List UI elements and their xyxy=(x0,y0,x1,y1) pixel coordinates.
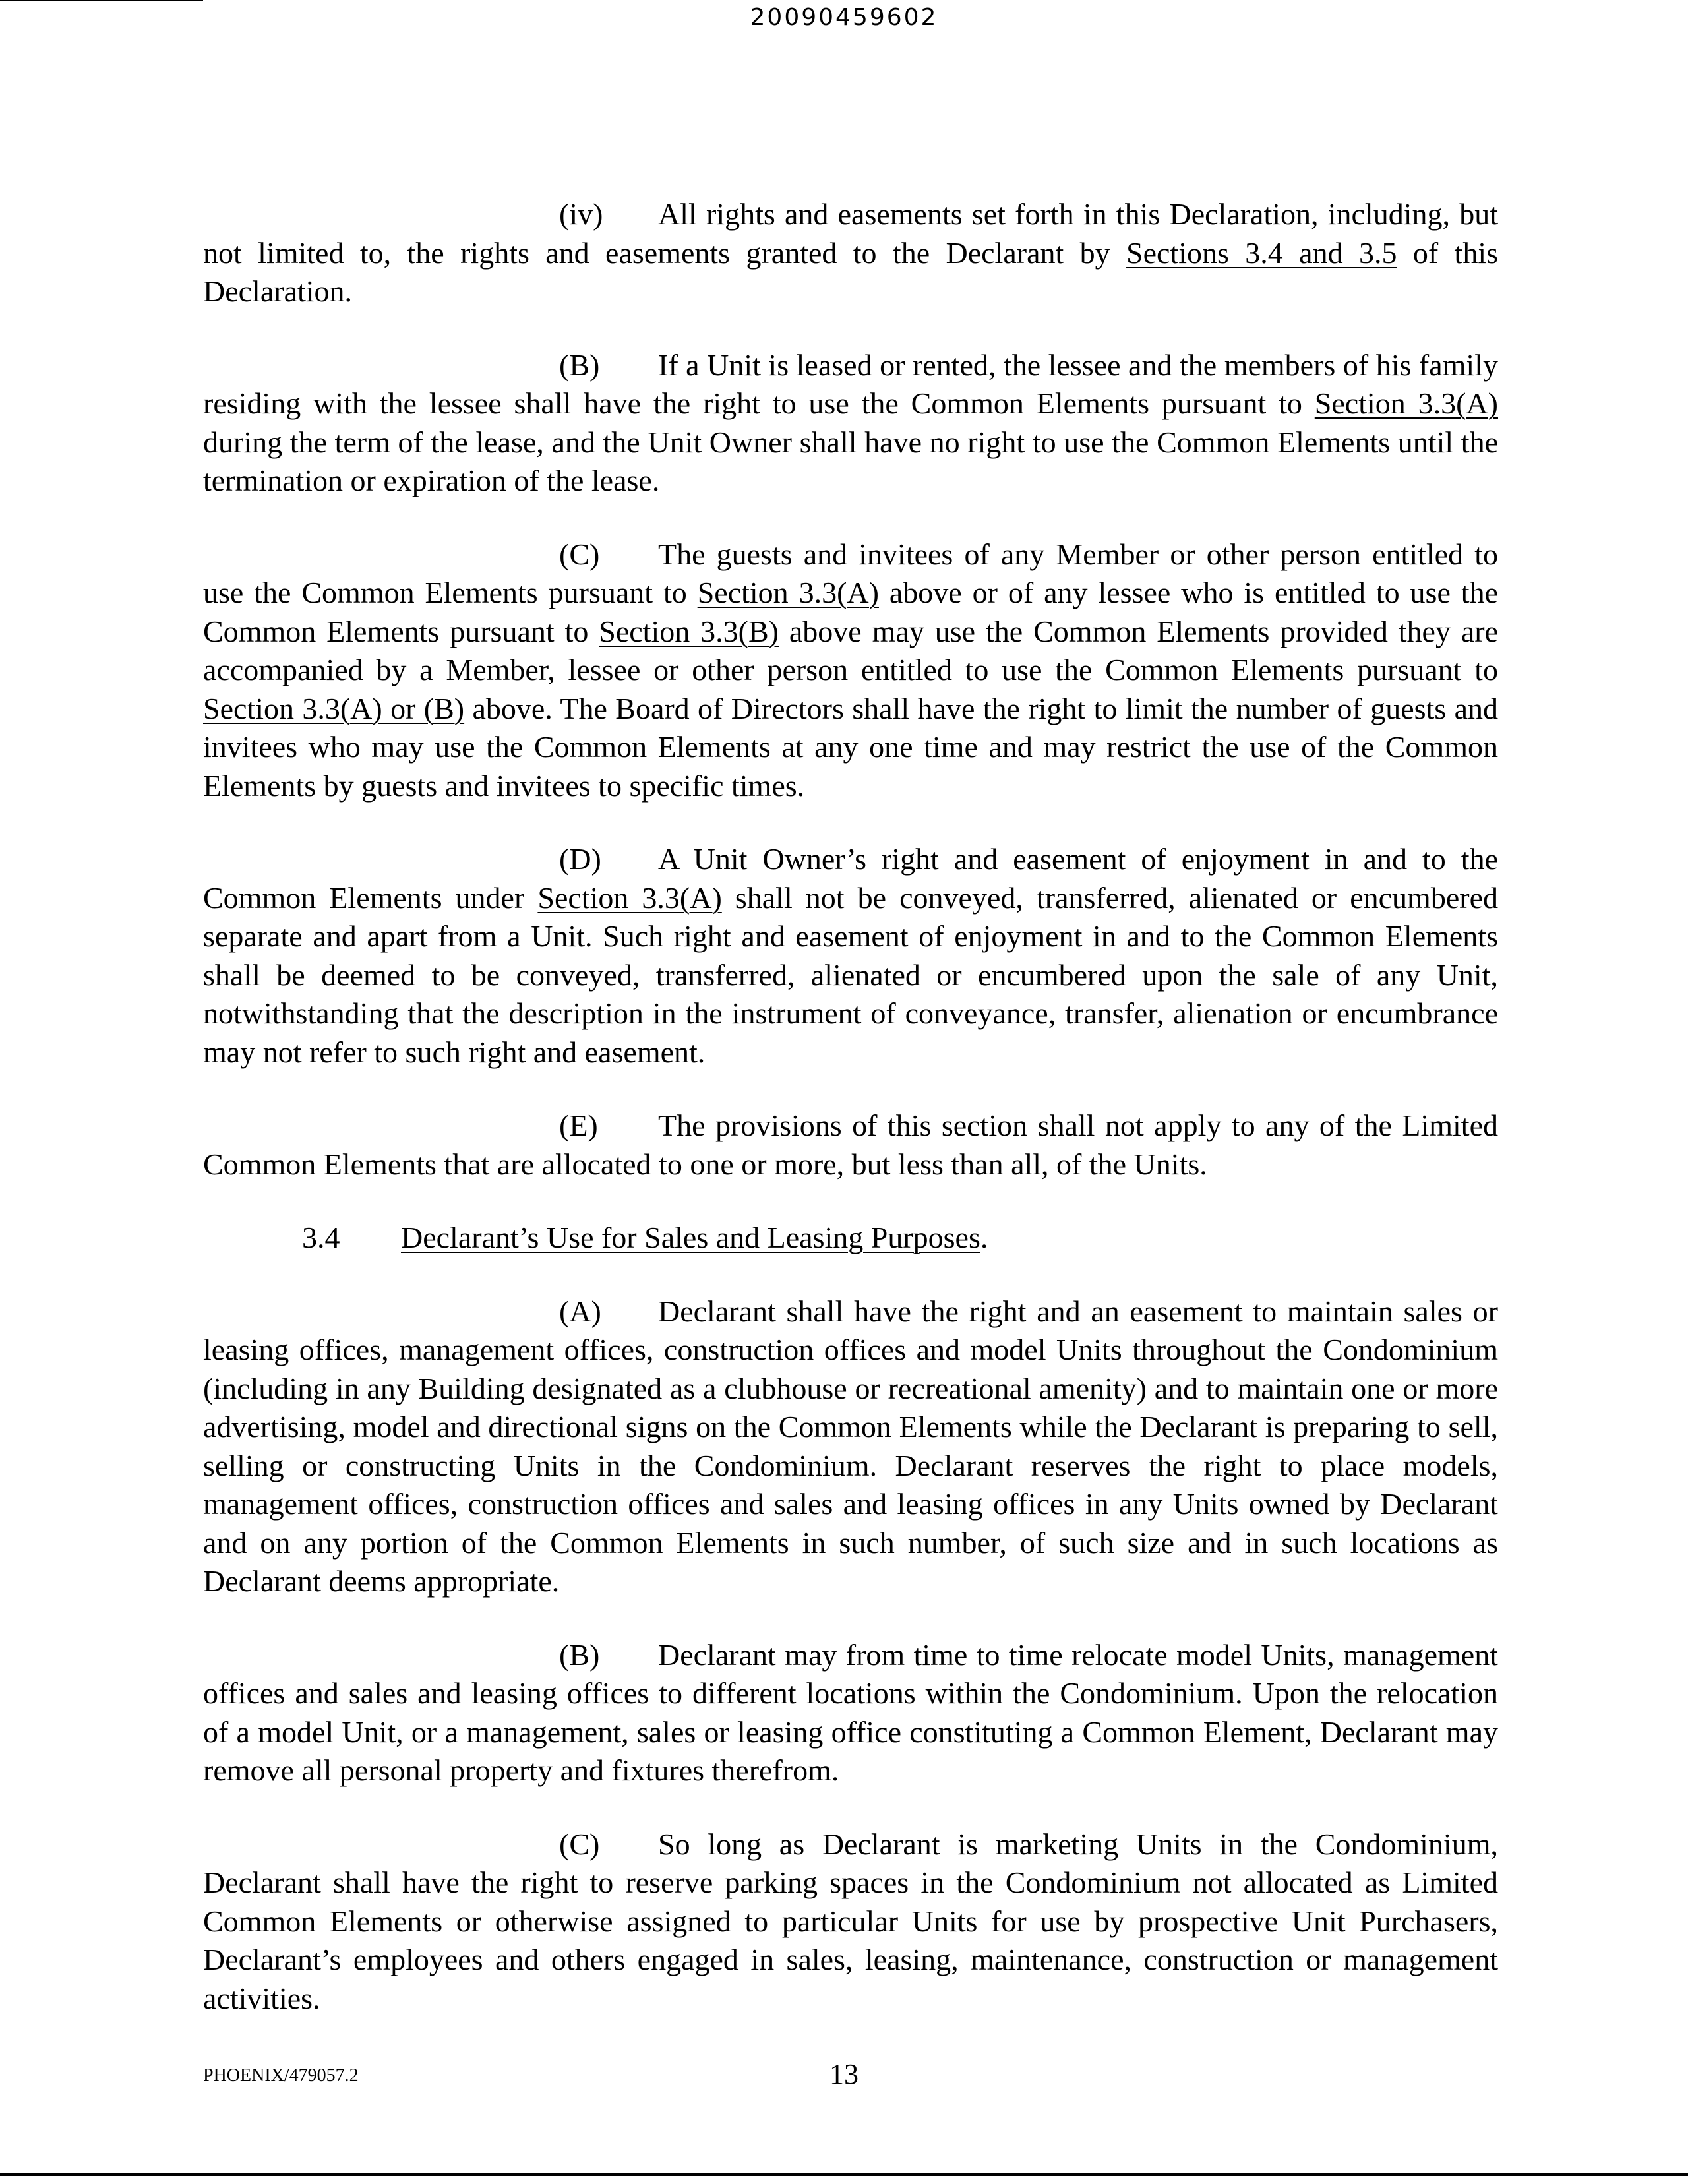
section-reference: Section 3.3(A) xyxy=(1314,386,1498,420)
paragraph-label: (B) xyxy=(559,1637,600,1672)
section-reference: Section 3.3(A) xyxy=(697,576,879,609)
paragraph-a-sales-offices: (A) Declarant shall have the right and an easement to maintain sales or leasing offices, management offices, construction offices and model Units throughout the Condominium (including in any Building designated as a clubhouse or recreational amenity) and to maintain one or more advertising, model and directional signs on the Common Elements while the Declarant is preparing to sell, selling or constructing Units in the Condominium. Declarant reserves the right to place models, management offices, construction offices and sales and leasing offices in any Units owned by Declarant and on any portion of the Common Elements in such number, of such size and in such locations as Declarant deems appropriate. xyxy=(203,1292,1498,1601)
paragraph-label: (iv) xyxy=(559,197,603,231)
page-number: 13 xyxy=(829,2058,859,2090)
page-body xyxy=(203,195,1498,2053)
paragraph-b-relocate: (B) Declarant may from time to time relocate model Units, management offices and sales and leasing offices to different locations within the Condominium. Upon the relocation of a model Unit, or a management, sales or leasing office constituting a Common Element, Declarant may remove all personal property and fixtures therefrom. xyxy=(203,1636,1498,1790)
paragraph-label: (E) xyxy=(559,1108,598,1142)
paragraph-label: (C) xyxy=(559,1827,600,1861)
paragraph-e-limited: (E) The provisions of this section shall not apply to any of the Limited Common Elements that are allocated to one or more, but less than all, of the Units. xyxy=(203,1107,1498,1184)
paragraph-c-parking: (C) So long as Declarant is marketing Units in the Condominium, Declarant shall have the right to reserve parking spaces in the Condominium not allocated as Limited Common Elements or otherwise assigned to particular Units for use by prospective Unit Purchasers, Declarant’s employees and others engaged in sales, leasing, maintenance, construction or management activities. xyxy=(203,1825,1498,2018)
section-reference: Sections 3.4 and 3.5 xyxy=(1126,235,1397,270)
section-reference: Section 3.3(B) xyxy=(599,614,779,648)
section-reference: Section 3.3(A) or (B) xyxy=(203,691,465,725)
paragraph-label: (C) xyxy=(559,537,600,571)
paragraph-iv: (iv) All rights and easements set forth in this Declaration, including, but not limited to, the rights and easements granted to the Declarant by Sections 3.4 and 3.5 of this Declaration. xyxy=(203,195,1498,311)
paragraph-label: (B) xyxy=(559,348,600,382)
footer-document-id: PHOENIX/479057.2 xyxy=(203,2065,359,2086)
top-rule xyxy=(0,0,203,1)
paragraph-label: (A) xyxy=(559,1294,601,1328)
paragraph-b-lease: (B) If a Unit is leased or rented, the lessee and the members of his family residing with the lessee shall have the right to use the Common Elements pursuant to Section 3.3(A) during the term of the lease, and the Unit Owner shall have no right to use the Common Elements until the termination or expiration of the lease. xyxy=(203,346,1498,501)
paragraph-label: (D) xyxy=(559,842,601,876)
paragraph-c-guests: (C) The guests and invitees of any Member or other person entitled to use the Common Elements pursuant to Section 3.3(A) above or of any lessee who is entitled to use the Common Elements pursuant to Section 3.3(B) above may use the Common Elements provided they are accompanied by a Member, lessee or other person entitled to use the Common Elements pursuant to Section 3.3(A) or (B) above. The Board of Directors shall have the right to limit the number of guests and invitees who may use the Common Elements at any one time and may restrict the use of the Common Elements by guests and invitees to specific times. xyxy=(203,535,1498,806)
bottom-rule xyxy=(0,2173,1688,2176)
paragraph-d-easement: (D) A Unit Owner’s right and easement of enjoyment in and to the Common Elements under Section 3.3(A) shall not be conveyed, transferred, alienated or encumbered separate and apart from a Unit. Such right and easement of enjoyment in and to the Common Elements shall be deemed to be conveyed, transferred, alienated or encumbered upon the sale of any Unit, notwithstanding that the description in the instrument of conveyance, transfer, alienation or encumbrance may not refer to such right and easement. xyxy=(203,840,1498,1072)
section-title: Declarant’s Use for Sales and Leasing Purposes xyxy=(401,1221,980,1254)
section-number: 3.4 xyxy=(302,1221,340,1254)
section-heading-3-4: 3.4 Declarant’s Use for Sales and Leasing Purposes. xyxy=(302,1219,1498,1258)
document-number: 20090459602 xyxy=(750,4,938,31)
section-reference: Section 3.3(A) xyxy=(537,880,722,915)
